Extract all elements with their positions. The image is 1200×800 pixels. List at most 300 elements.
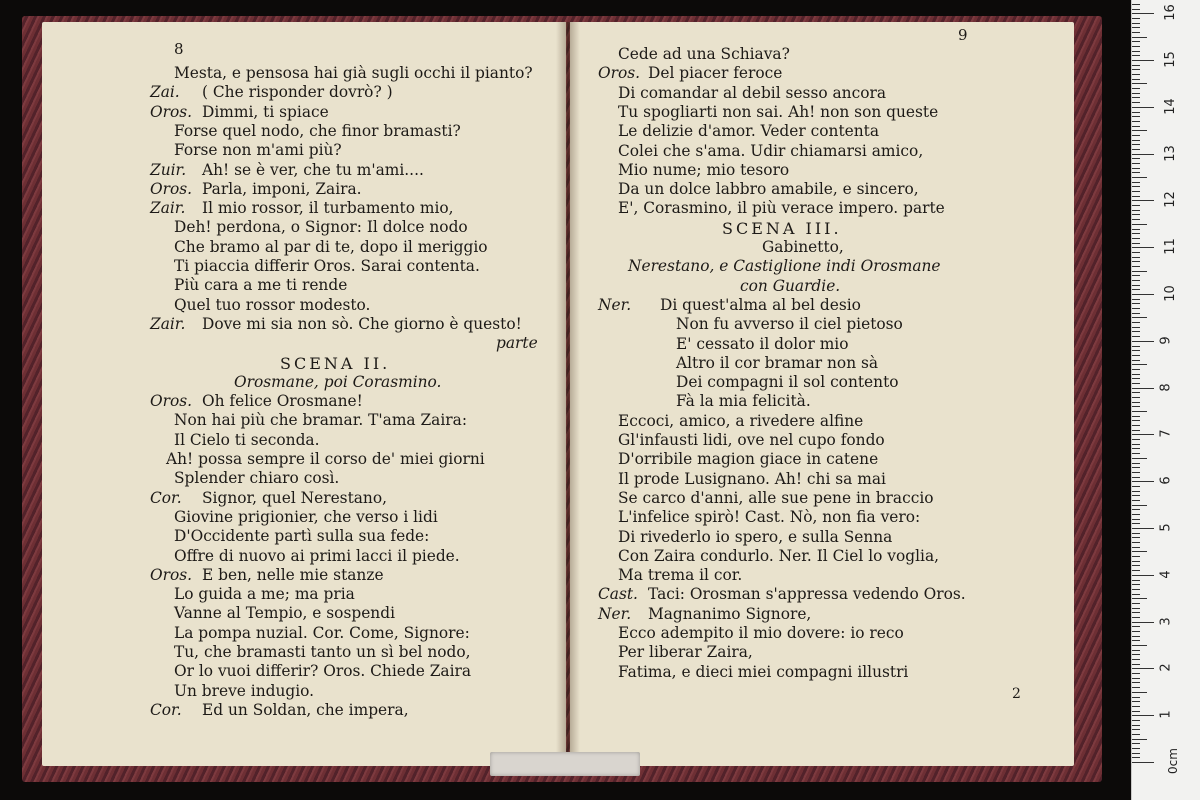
line-text: Signor, quel Nerestano, bbox=[202, 488, 388, 507]
ruler-tick bbox=[1132, 664, 1140, 665]
ruler-tick bbox=[1132, 523, 1140, 524]
text-line bbox=[202, 701, 409, 720]
ruler-tick bbox=[1132, 537, 1140, 538]
ruler-tick bbox=[1132, 486, 1140, 487]
ruler-tick bbox=[1132, 289, 1140, 290]
text-line bbox=[676, 335, 848, 354]
ruler-tick bbox=[1132, 243, 1140, 244]
ruler-tick bbox=[1132, 121, 1140, 122]
line-text: D'Occidente partì sulla sua fede: bbox=[174, 527, 430, 546]
line-text: L'infelice spirò! Cast. Nò, non fia vero: bbox=[618, 508, 921, 527]
ruler-tick bbox=[1132, 528, 1154, 529]
book-gutter bbox=[556, 22, 580, 766]
ruler-tick bbox=[1132, 729, 1140, 730]
ruler-tick bbox=[1132, 46, 1140, 47]
ruler-tick bbox=[1132, 79, 1140, 80]
line-text: Il prode Lusignano. Ah! chi sa mai bbox=[618, 469, 886, 488]
line-text: Dei compagni il sol contento bbox=[676, 373, 899, 392]
ruler-tick bbox=[1132, 294, 1154, 295]
text-line bbox=[202, 103, 329, 122]
ruler-tick bbox=[1132, 594, 1140, 595]
ruler-tick bbox=[1132, 697, 1140, 698]
ruler-tick bbox=[1132, 303, 1140, 304]
ruler-tick bbox=[1132, 65, 1140, 66]
ruler-tick bbox=[1132, 551, 1147, 552]
ruler-tick bbox=[1132, 116, 1140, 117]
ruler-number: 2 bbox=[1158, 663, 1174, 673]
ruler-tick bbox=[1132, 467, 1140, 468]
ruler-number: 8 bbox=[1158, 382, 1174, 392]
ruler-tick bbox=[1132, 425, 1140, 426]
ruler-tick bbox=[1132, 158, 1140, 159]
ruler-tick bbox=[1132, 383, 1140, 384]
line-text: Del piacer feroce bbox=[648, 64, 783, 83]
ruler-tick bbox=[1132, 93, 1140, 94]
ruler-tick bbox=[1132, 608, 1140, 609]
ruler-tick bbox=[1132, 285, 1140, 286]
ruler-tick bbox=[1132, 711, 1140, 712]
ruler-tick bbox=[1132, 378, 1140, 379]
ruler-tick bbox=[1132, 182, 1140, 183]
ruler-tick bbox=[1132, 252, 1140, 253]
text-line bbox=[618, 161, 789, 180]
text-line bbox=[618, 643, 753, 662]
ruler-tick bbox=[1132, 622, 1154, 623]
line-text: Gl'infausti lidi, ove nel cupo fondo bbox=[618, 431, 885, 449]
text-line bbox=[618, 180, 919, 199]
line-text: Cede ad una Schiava? bbox=[618, 45, 790, 63]
ruler-tick bbox=[1132, 200, 1154, 201]
ruler-tick bbox=[1132, 439, 1140, 440]
speaker-label: Zair. bbox=[150, 199, 186, 218]
text-line bbox=[648, 605, 811, 624]
text-line bbox=[618, 450, 878, 469]
ruler-tick bbox=[1132, 266, 1140, 267]
text-line bbox=[174, 604, 395, 623]
ruler-tick bbox=[1132, 753, 1140, 754]
ruler-tick bbox=[1132, 603, 1140, 604]
text-line bbox=[174, 469, 339, 488]
ruler-tick bbox=[1132, 313, 1140, 314]
text-line bbox=[174, 141, 342, 160]
ruler-tick bbox=[1132, 177, 1147, 178]
line-text: Forse quel nodo, che finor bramasti? bbox=[174, 121, 461, 140]
ruler-tick bbox=[1132, 346, 1140, 347]
text-line bbox=[618, 431, 885, 450]
ruler-tick bbox=[1132, 126, 1140, 127]
text-line bbox=[174, 431, 320, 450]
ruler-tick bbox=[1132, 32, 1140, 33]
speaker-label: Zai. bbox=[150, 83, 180, 102]
ruler-tick bbox=[1132, 463, 1140, 464]
stage-direction: Gabinetto, bbox=[762, 238, 844, 256]
ruler-tick bbox=[1132, 97, 1140, 98]
line-text: Mesta, e pensosa hai già sugli occhi il pianto? bbox=[174, 64, 533, 82]
line-text: D'orribile magion giace in catene bbox=[618, 450, 879, 469]
ruler-tick bbox=[1132, 102, 1140, 103]
ruler-tick bbox=[1132, 74, 1140, 75]
ruler-tick bbox=[1132, 271, 1147, 272]
text-line bbox=[660, 296, 861, 315]
ruler-tick bbox=[1132, 411, 1147, 412]
ruler-tick bbox=[1132, 196, 1140, 197]
text-line bbox=[174, 296, 370, 315]
ruler-tick bbox=[1132, 130, 1147, 131]
ruler-tick bbox=[1132, 687, 1140, 688]
text-line bbox=[202, 180, 362, 199]
ruler-tick bbox=[1132, 18, 1140, 19]
text-line bbox=[676, 392, 811, 411]
line-text: Tu, che bramasti tanto un sì bel nodo, bbox=[174, 643, 471, 661]
text-line bbox=[618, 199, 945, 218]
ruler-tick bbox=[1132, 519, 1140, 520]
ruler-tick bbox=[1132, 37, 1147, 38]
ruler-tick bbox=[1132, 261, 1140, 262]
ruler-tick bbox=[1132, 355, 1140, 356]
text-line bbox=[618, 566, 742, 585]
ruler-tick bbox=[1132, 107, 1154, 108]
text-line bbox=[618, 84, 886, 103]
ruler-tick bbox=[1132, 491, 1140, 492]
right-page bbox=[570, 22, 1074, 766]
text-line bbox=[202, 83, 393, 102]
left-page bbox=[42, 22, 566, 766]
ruler-tick bbox=[1132, 556, 1140, 557]
ruler-number: 10 bbox=[1162, 285, 1178, 302]
line-text: E' cessato il dolor mio bbox=[676, 334, 849, 353]
speaker-label: Ner. bbox=[598, 604, 632, 623]
line-text: Le delizie d'amor. Veder contenta bbox=[618, 122, 880, 141]
line-text: Ma trema il cor. bbox=[618, 566, 743, 585]
ruler-tick bbox=[1132, 205, 1140, 206]
line-text: ( Che risponder dovrò? ) bbox=[202, 83, 393, 102]
ruler-tick bbox=[1132, 514, 1140, 515]
line-text: Dove mi sia non sò. Che giorno è questo! bbox=[202, 314, 522, 333]
ruler-number: 12 bbox=[1162, 191, 1178, 209]
line-text: Parla, imponi, Zaira. bbox=[202, 179, 362, 198]
ruler-tick bbox=[1132, 743, 1140, 744]
ruler-tick bbox=[1132, 734, 1140, 735]
text-line bbox=[174, 122, 461, 141]
ruler-tick bbox=[1132, 364, 1147, 365]
line-text: Con Zaira condurlo. Ner. Il Ciel lo voglia, bbox=[618, 546, 940, 565]
line-text: Fà la mia felicità. bbox=[676, 392, 811, 411]
text-line bbox=[618, 547, 939, 566]
text-line bbox=[676, 373, 899, 392]
ruler-tick bbox=[1132, 191, 1140, 192]
ruler-tick bbox=[1132, 341, 1154, 342]
ruler-tick bbox=[1132, 477, 1140, 478]
text-line bbox=[174, 527, 429, 546]
text-line bbox=[174, 276, 347, 295]
ruler-tick bbox=[1132, 238, 1140, 239]
ruler-tick bbox=[1132, 135, 1140, 136]
text-line bbox=[234, 373, 441, 392]
line-text: Forse non m'ami più? bbox=[174, 141, 342, 160]
ruler-tick bbox=[1132, 757, 1140, 758]
ruler-tick bbox=[1132, 69, 1140, 70]
text-line bbox=[618, 663, 908, 682]
text-line bbox=[618, 508, 920, 527]
ruler-tick bbox=[1132, 682, 1140, 683]
text-line bbox=[174, 508, 438, 527]
ruler-number: 3 bbox=[1158, 616, 1174, 626]
ruler-tick bbox=[1132, 406, 1140, 407]
ruler-tick bbox=[1132, 500, 1140, 501]
text-line bbox=[618, 412, 863, 431]
line-text: Ah! se è ver, che tu m'ami.... bbox=[202, 160, 424, 179]
text-line bbox=[648, 64, 782, 83]
ruler-tick bbox=[1132, 561, 1140, 562]
ruler-tick bbox=[1132, 458, 1147, 459]
scene-title: SCENA II. bbox=[280, 353, 391, 373]
line-text: Che bramo al par di te, dopo il meriggio bbox=[174, 237, 488, 256]
ruler-tick bbox=[1132, 402, 1140, 403]
line-text: Se carco d'anni, alle sue pene in braccio bbox=[618, 488, 934, 507]
line-text: E ben, nelle mie stanze bbox=[202, 565, 384, 584]
line-text: Splender chiaro così. bbox=[174, 469, 340, 488]
line-text: Taci: Orosman s'appressa vedendo Oros. bbox=[648, 585, 966, 604]
ruler-tick bbox=[1132, 575, 1154, 576]
ruler-tick bbox=[1132, 612, 1140, 613]
stage-direction: Nerestano, e Castiglione indi Orosmane bbox=[628, 257, 941, 276]
ruler-tick bbox=[1132, 4, 1140, 5]
ruler-tick bbox=[1132, 144, 1140, 145]
ruler-tick bbox=[1132, 416, 1140, 417]
ruler-tick bbox=[1132, 41, 1140, 42]
text-line bbox=[202, 489, 387, 508]
text-line bbox=[174, 624, 470, 643]
ruler-tick bbox=[1132, 23, 1140, 24]
ruler-tick bbox=[1132, 580, 1140, 581]
stage-direction: con Guardie. bbox=[740, 276, 841, 295]
line-text: Altro il cor bramar non sà bbox=[676, 353, 879, 372]
ruler-tick bbox=[1132, 140, 1140, 141]
line-text: Ecco adempito il mio dovere: io reco bbox=[618, 624, 904, 642]
ruler-tick bbox=[1132, 322, 1140, 323]
ruler-tick bbox=[1132, 472, 1140, 473]
ruler-tick bbox=[1132, 112, 1140, 113]
ruler-tick bbox=[1132, 430, 1140, 431]
ruler-tick bbox=[1132, 659, 1140, 660]
ruler-tick bbox=[1132, 219, 1140, 220]
page-number: 8 bbox=[174, 40, 184, 58]
ruler-tick bbox=[1132, 308, 1140, 309]
text-line bbox=[496, 334, 538, 353]
scene-title: SCENA III. bbox=[722, 218, 842, 238]
ruler-tick bbox=[1132, 565, 1140, 566]
text-line bbox=[202, 566, 384, 585]
line-text: Per liberar Zaira, bbox=[618, 643, 753, 662]
ruler-tick bbox=[1132, 570, 1140, 571]
ruler-number: 14 bbox=[1162, 98, 1178, 115]
text-line bbox=[174, 218, 468, 237]
text-line bbox=[174, 585, 355, 604]
text-line bbox=[166, 450, 485, 469]
line-text: Da un dolce labbro amabile, e sincero, bbox=[618, 180, 919, 199]
line-text: Or lo vuoi differir? Oros. Chiede Zaira bbox=[174, 662, 472, 681]
text-line bbox=[618, 45, 790, 64]
ruler-tick bbox=[1132, 692, 1147, 693]
line-text: Tu spogliarti non sai. Ah! non son queste bbox=[618, 102, 939, 121]
text-line bbox=[174, 411, 467, 430]
ruler-tick bbox=[1132, 444, 1140, 445]
speaker-label: Oros. bbox=[598, 64, 641, 83]
line-text: La pompa nuzial. Cor. Come, Signore: bbox=[174, 623, 470, 642]
page-number: 9 bbox=[958, 26, 968, 44]
exit-direction: parte bbox=[496, 334, 538, 353]
ruler-number: 9 bbox=[1158, 336, 1174, 345]
ruler-tick bbox=[1132, 668, 1154, 669]
ruler-tick bbox=[1132, 584, 1140, 585]
text-line bbox=[202, 392, 363, 411]
ruler-tick bbox=[1132, 83, 1147, 84]
ruler-tick bbox=[1132, 317, 1147, 318]
line-text: Dimmi, ti spiace bbox=[202, 102, 329, 121]
ruler-tick bbox=[1132, 350, 1140, 351]
speaker-label: Zuir. bbox=[150, 160, 187, 179]
speaker-label: Cor. bbox=[150, 700, 182, 719]
text-line bbox=[740, 277, 840, 296]
ruler-tick bbox=[1132, 481, 1154, 482]
ruler-tick bbox=[1132, 186, 1140, 187]
ruler-tick bbox=[1132, 369, 1140, 370]
ruler-unit: 0cm bbox=[1165, 748, 1180, 774]
line-text: Non fu avverso il ciel pietoso bbox=[676, 315, 903, 334]
ruler-number: 13 bbox=[1162, 144, 1178, 162]
ruler-tick bbox=[1132, 331, 1140, 332]
ruler-tick bbox=[1132, 172, 1140, 173]
text-line bbox=[174, 547, 460, 566]
line-text: Ti piaccia differir Oros. Sarai contenta. bbox=[174, 257, 480, 275]
ruler-tick bbox=[1132, 374, 1140, 375]
text-line bbox=[174, 682, 314, 701]
text-line bbox=[618, 528, 892, 547]
speaker-label: Ner. bbox=[598, 295, 632, 314]
ruler-tick bbox=[1132, 280, 1140, 281]
text-line bbox=[174, 257, 480, 276]
stage-direction: Orosmane, poi Corasmino. bbox=[234, 372, 442, 391]
text-line bbox=[676, 315, 903, 334]
line-text: Non hai più che bramar. T'ama Zaira: bbox=[174, 411, 467, 430]
ruler-tick bbox=[1132, 589, 1140, 590]
ruler-tick bbox=[1132, 762, 1154, 763]
ruler-tick bbox=[1132, 60, 1154, 61]
ruler-tick bbox=[1132, 224, 1147, 225]
signature-mark: 2 bbox=[1012, 686, 1021, 702]
ruler-tick bbox=[1132, 715, 1154, 716]
ruler-number: 5 bbox=[1158, 523, 1174, 532]
ruler-tick bbox=[1132, 598, 1147, 599]
ruler-tick bbox=[1132, 748, 1140, 749]
text-line bbox=[648, 585, 966, 604]
ruler-tick bbox=[1132, 299, 1140, 300]
ruler-tick bbox=[1132, 645, 1147, 646]
ruler-tick bbox=[1132, 392, 1140, 393]
line-text: Ah! possa sempre il corso de' miei giorni bbox=[166, 450, 485, 468]
spine-fold bbox=[490, 752, 640, 776]
speaker-label: Oros. bbox=[150, 102, 193, 121]
ruler-tick bbox=[1132, 739, 1147, 740]
line-text: Più cara a me ti rende bbox=[174, 276, 348, 295]
ruler-tick bbox=[1132, 420, 1140, 421]
ruler-tick bbox=[1132, 636, 1140, 637]
ruler-tick bbox=[1132, 154, 1154, 155]
ruler-number: 15 bbox=[1162, 51, 1178, 68]
ruler-tick bbox=[1132, 327, 1140, 328]
text-line bbox=[618, 142, 923, 161]
ruler-tick bbox=[1132, 434, 1154, 435]
ruler-tick bbox=[1132, 388, 1154, 389]
text-line bbox=[762, 238, 844, 257]
line-text: Quel tuo rossor modesto. bbox=[174, 295, 371, 314]
ruler-tick bbox=[1132, 701, 1140, 702]
ruler-tick bbox=[1132, 149, 1140, 150]
text-line bbox=[174, 643, 471, 662]
ruler-tick bbox=[1132, 275, 1140, 276]
ruler-tick bbox=[1132, 631, 1140, 632]
speaker-label: Oros. bbox=[150, 179, 193, 198]
text-line bbox=[618, 470, 886, 489]
speaker-label: Cor. bbox=[150, 488, 182, 507]
line-text: Magnanimo Signore, bbox=[648, 604, 812, 623]
ruler-tick bbox=[1132, 88, 1140, 89]
speaker-label: Oros. bbox=[150, 392, 193, 411]
line-text: Ed un Soldan, che impera, bbox=[202, 700, 409, 719]
ruler-tick bbox=[1132, 257, 1140, 258]
ruler-tick bbox=[1132, 13, 1154, 14]
text-line bbox=[202, 199, 454, 218]
line-text: Vanne al Tempio, e sospendi bbox=[174, 604, 395, 623]
ruler-tick bbox=[1132, 720, 1140, 721]
text-line bbox=[676, 354, 878, 373]
ruler-number: 1 bbox=[1158, 710, 1174, 719]
ruler-tick bbox=[1132, 673, 1140, 674]
ruler-tick bbox=[1132, 505, 1147, 506]
text-line bbox=[618, 489, 934, 508]
ruler-tick bbox=[1132, 27, 1140, 28]
ruler-tick bbox=[1132, 247, 1154, 248]
ruler-tick bbox=[1132, 678, 1140, 679]
ruler-tick bbox=[1132, 495, 1140, 496]
text-line bbox=[174, 64, 533, 83]
line-text: Un breve indugio. bbox=[174, 681, 315, 700]
ruler-tick bbox=[1132, 214, 1140, 215]
ruler-tick bbox=[1132, 453, 1140, 454]
ruler-tick bbox=[1132, 509, 1140, 510]
line-text: Il Cielo ti seconda. bbox=[174, 430, 320, 449]
line-text: Di rivederlo io spero, e sulla Senna bbox=[618, 527, 893, 546]
text-line bbox=[202, 315, 522, 334]
ruler-tick bbox=[1132, 360, 1140, 361]
ruler-tick bbox=[1132, 9, 1140, 10]
line-text: Fatima, e dieci miei compagni illustri bbox=[618, 662, 909, 681]
text-line bbox=[174, 662, 471, 681]
line-text: Offre di nuovo ai primi lacci il piede. bbox=[174, 546, 460, 565]
ruler-tick bbox=[1132, 233, 1140, 234]
ruler-number: 4 bbox=[1158, 570, 1174, 579]
text-line bbox=[618, 122, 879, 141]
text-line bbox=[174, 238, 488, 257]
line-text: Oh felice Orosmane! bbox=[202, 392, 363, 411]
ruler-tick bbox=[1132, 533, 1140, 534]
ruler-tick bbox=[1132, 626, 1140, 627]
text-line bbox=[202, 161, 424, 180]
line-text: Eccoci, amico, a rivedere alfine bbox=[618, 411, 864, 430]
ruler-tick bbox=[1132, 650, 1140, 651]
ruler-tick bbox=[1132, 397, 1140, 398]
ruler-tick bbox=[1132, 168, 1140, 169]
